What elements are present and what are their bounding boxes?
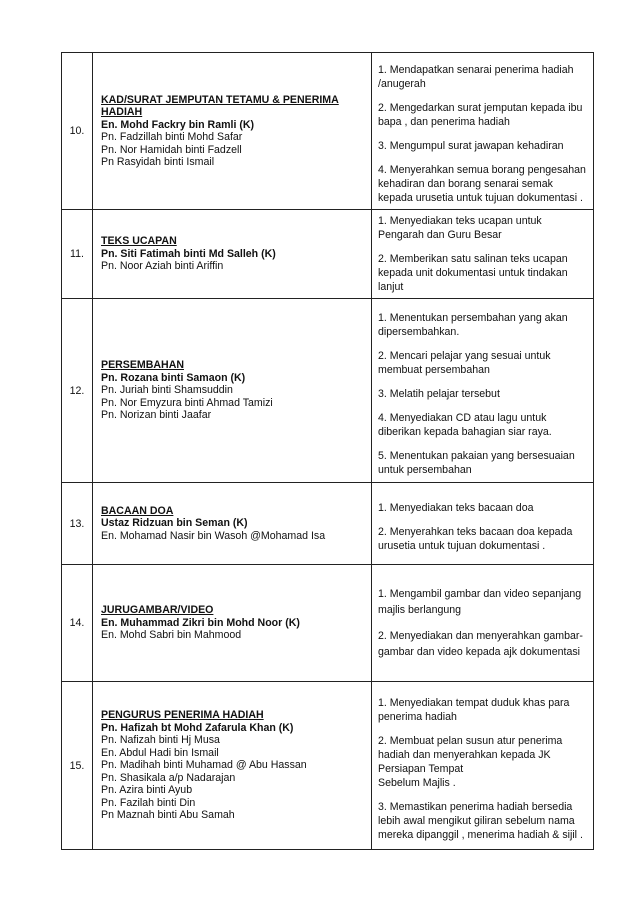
row-number: 11. — [62, 210, 93, 299]
task-item: 3. Melatih pelajar tersebut — [378, 387, 500, 400]
task-item: 1. Menyediakan teks ucapan untuk Pengarah dan Guru Besar — [378, 215, 542, 241]
task-item: 3. Mengumpul surat jawapan kehadiran — [378, 140, 564, 152]
committee-member: Pn. Nafizah binti Hj Musa — [101, 734, 220, 747]
committee-member: En. Mohamad Nasir bin Wasoh @Mohamad Isa — [101, 529, 326, 542]
table-row — [62, 682, 594, 850]
task-item: 2. Menyediakan dan menyerahkan gambar-gambar dan video kepada ajk dokumentasi — [378, 630, 583, 658]
committee-cell — [93, 299, 372, 483]
task-item: 1. Menyediakan teks bacaan doa — [378, 501, 534, 514]
committee-cell — [93, 483, 372, 565]
task-item: Sebelum Majlis . — [378, 776, 456, 789]
task-item: 1. Mengambil gambar dan video sepanjang majlis berlangung — [378, 588, 582, 616]
task-item: 5. Menentukan pakaian yang bersesuaian untuk persembahan — [378, 449, 575, 476]
task-item: 2. Membuat pelan susun atur penerima hadiah dan menyerahkan kepada JK Persiapan Tempat — [378, 734, 563, 775]
task-item: 2. Menyerahkan teks bacaan doa kepada urusetia untuk tujuan dokumentasi . — [378, 525, 573, 552]
table-row — [62, 299, 594, 483]
tasks-cell — [372, 210, 594, 299]
committee-title: BACAAN DOA — [101, 504, 174, 517]
committee-member: Pn. Norizan binti Jaafar — [101, 409, 212, 422]
committee-member: Pn. Madihah binti Muhamad @ Abu Hassan — [101, 759, 307, 772]
committee-head: Pn. Siti Fatimah binti Md Salleh (K) — [101, 247, 276, 260]
committee-member: Pn. Shasikala a/p Nadarajan — [101, 771, 236, 784]
committee-title: KAD/SURAT JEMPUTAN TETAMU & PENERIMA HADIAH — [101, 93, 339, 118]
committee-head: En. Mohd Fackry bin Ramli (K) — [101, 118, 255, 131]
committee-cell — [93, 210, 372, 299]
tasks-cell — [372, 565, 594, 682]
committee-cell — [93, 565, 372, 682]
table-row — [62, 53, 594, 210]
committee-member: En. Abdul Hadi bin Ismail — [101, 746, 219, 759]
row-number: 12. — [62, 299, 93, 483]
committee-member: Pn. Azira binti Ayub — [101, 784, 193, 797]
committee-duty-table — [61, 52, 594, 850]
tasks-cell — [372, 299, 594, 483]
committee-member: Pn. Fadzillah binti Mohd Safar — [101, 131, 243, 143]
tasks-cell — [372, 483, 594, 565]
committee-title: PERSEMBAHAN — [101, 359, 184, 372]
committee-member: Pn. Nor Emyzura binti Ahmad Tamizi — [101, 396, 273, 409]
committee-member: Pn. Nor Hamidah binti Fadzell — [101, 143, 242, 156]
committee-member: Pn Rasyidah binti Ismail — [101, 156, 215, 168]
committee-head: Ustaz Ridzuan bin Seman (K) — [101, 517, 248, 530]
committee-head: Pn. Hafizah bt Mohd Zafarula Khan (K) — [101, 721, 294, 734]
task-item: 1. Menyediakan tempat duduk khas para penerima hadiah — [378, 696, 570, 723]
task-item: 4. Menyerahkan semua borang pengesahan kehadiran dan borang senarai semak kepada urusetia untuk tujuan dokumentasi . — [378, 164, 586, 204]
table-row — [62, 210, 594, 299]
committee-title: PENGURUS PENERIMA HADIAH — [101, 709, 264, 722]
committee-member: Pn. Noor Aziah binti Ariffin — [101, 260, 224, 273]
table-row — [62, 483, 594, 565]
task-item: 2. Memberikan satu salinan teks ucapan kepada unit dokumentasi untuk tindakan lanjut — [378, 253, 568, 293]
row-number: 15. — [62, 682, 93, 850]
row-number: 14. — [62, 565, 93, 682]
committee-member: Pn Maznah binti Abu Samah — [101, 809, 235, 822]
committee-member: En. Mohd Sabri bin Mahmood — [101, 629, 242, 642]
committee-member: Pn. Juriah binti Shamsuddin — [101, 384, 233, 397]
committee-cell — [93, 682, 372, 850]
task-item: 1. Menentukan persembahan yang akan dipersembahkan. — [378, 311, 568, 338]
table-row — [62, 565, 594, 682]
committee-title: JURUGAMBAR/VIDEO — [101, 604, 214, 617]
task-item: 3. Memastikan penerima hadiah bersedia lebih awal mengikut giliran sebelum nama mereka dipanggil , menerima hadiah & sijil . — [378, 800, 583, 841]
task-item: 2. Mengedarkan surat jemputan kepada ibu bapa , dan penerima hadiah — [378, 102, 583, 128]
committee-member: Pn. Fazilah binti Din — [101, 796, 196, 809]
task-item: 4. Menyediakan CD atau lagu untuk diberikan kepada bahagian siar raya. — [378, 411, 552, 438]
committee-cell — [93, 53, 372, 210]
tasks-cell — [372, 53, 594, 210]
committee-head: Pn. Rozana binti Samaon (K) — [101, 371, 246, 384]
committee-head: En. Muhammad Zikri bin Mohd Noor (K) — [101, 616, 300, 629]
tasks-cell — [372, 682, 594, 850]
committee-title: TEKS UCAPAN — [101, 235, 177, 248]
row-number: 10. — [62, 53, 93, 210]
row-number: 13. — [62, 483, 93, 565]
task-item: 2. Mencari pelajar yang sesuai untuk membuat persembahan — [378, 349, 551, 376]
task-item: 1. Mendapatkan senarai penerima hadiah /anugerah — [378, 64, 574, 90]
